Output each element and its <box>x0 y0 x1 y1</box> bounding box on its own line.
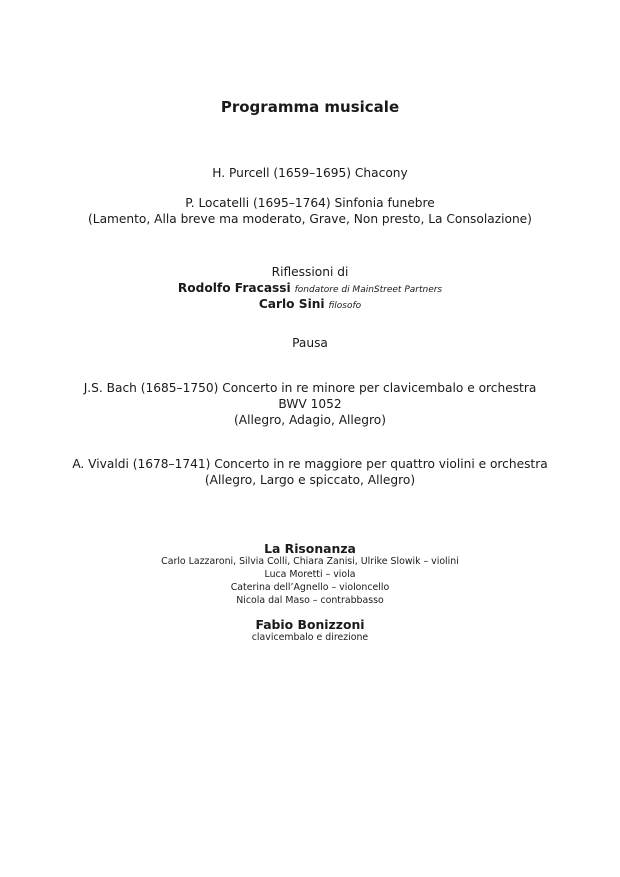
program-item-locatelli: P. Locatelli (1695–1764) Sinfonia funebre <box>185 196 435 210</box>
speaker-1-name: Rodolfo Fracassi <box>177 281 291 295</box>
program-item-bach-catalog: BWV 1052 <box>278 397 342 411</box>
ensemble-viola: Luca Moretti – viola <box>264 569 356 580</box>
speaker-2-name: Carlo Sini <box>258 297 325 311</box>
program-item-locatelli-movements: (Lamento, Alla breve ma moderato, Grave, Non presto, La Consolazione) <box>88 212 532 226</box>
reflections-heading: Riflessioni di <box>271 265 349 279</box>
program-item-vivaldi: A. Vivaldi (1678–1741) Concerto in re maggiore per quattro violini e orchestra <box>72 457 548 471</box>
pause-label: Pausa <box>292 336 328 350</box>
program-item-vivaldi-movements: (Allegro, Largo e spiccato, Allegro) <box>204 473 416 487</box>
program-item-bach: J.S. Bach (1685–1750) Concerto in re minore per clavicembalo e orchestra <box>83 381 537 395</box>
director-name: Fabio Bonizzoni <box>255 617 365 632</box>
program-item-bach-movements: (Allegro, Adagio, Allegro) <box>234 413 386 427</box>
reflections-speaker-2 <box>0 297 620 311</box>
reflections-speaker-1 <box>0 281 620 295</box>
page-title: Programma musicale <box>220 98 400 116</box>
speaker-2-role: filosofo <box>328 301 362 311</box>
program-item-purcell: H. Purcell (1659–1695) Chacony <box>212 166 408 180</box>
ensemble-violins: Carlo Lazzaroni, Silvia Colli, Chiara Zanisi, Ulrike Slowik – violini <box>161 556 459 567</box>
ensemble-name: La Risonanza <box>264 541 356 556</box>
ensemble-cello: Caterina dell’Agnello – violoncello <box>230 582 390 593</box>
director-role: clavicembalo e direzione <box>251 632 369 643</box>
speaker-1-role: fondatore di MainStreet Partners <box>294 285 443 295</box>
ensemble-bass: Nicola dal Maso – contrabbasso <box>236 595 384 606</box>
